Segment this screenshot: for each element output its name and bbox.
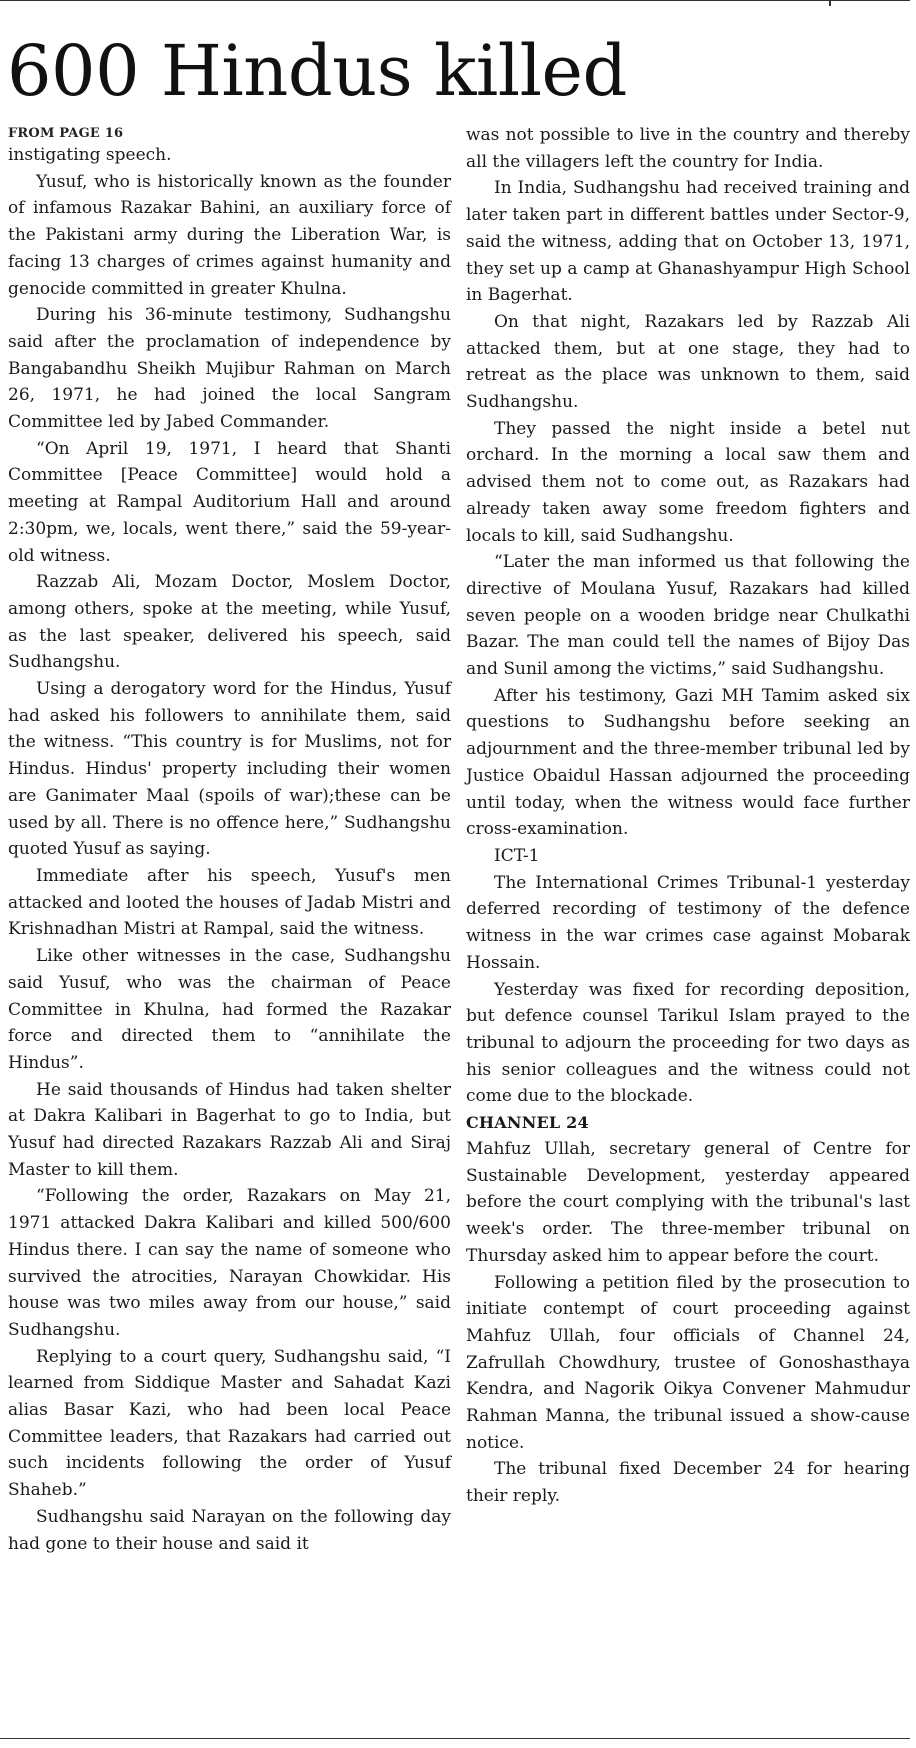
paragraph: was not possible to live in the country and thereby all the villagers left the country for India. bbox=[466, 125, 910, 172]
paragraph: During his 36-minute testimony, Sudhangshu said after the proclamation of independence by Bangabandhu Sheikh Mujibur Rahman on March 26, 1971, he had joined the local Sangram Committee led by Jabed Commander. bbox=[8, 305, 451, 433]
paragraph: He said thousands of Hindus had taken shelter at Dakra Kalibari in Bagerhat to go to India, but Yusuf had directed Razakars Razzab Ali and Siraj Master to kill them. bbox=[8, 1079, 451, 1180]
top-rule-tick bbox=[823, 0, 831, 6]
paragraph: Yusuf, who is historically known as the founder of infamous Razakar Bahini, an auxiliary force of the Pakistani army during the Liberation War, is facing 13 charges of crimes against humanity and genocide committed in greater Khulna. bbox=[8, 171, 451, 299]
paragraph: “On April 19, 1971, I heard that Shanti Committee [Peace Committee] would hold a meeting at Rampal Auditorium Hall and around 2:30pm, we, locals, went there,” said the 59-year-old witness. bbox=[8, 438, 451, 566]
paragraph: After his testimony, Gazi MH Tamim asked six questions to Sudhangshu before seeking an adjournment and the three-member tribunal led by Justice Obaidul Hassan adjourned the proceeding until today, when the witness would face further cross-examination. bbox=[466, 685, 910, 840]
paragraph: On that night, Razakars led by Razzab Ali attacked them, but at one stage, they had to retreat as the place was unknown to them, said Sudhangshu. bbox=[466, 311, 910, 413]
paragraph: The tribunal fixed December 24 for hearing their reply. bbox=[466, 1459, 910, 1507]
paragraph: Mahfuz Ullah, secretary general of Centre for Sustainable Development, yesterday appeared before the court complying with the tribunal's last week's order. The three-member tribunal on Thursday asked him to appear before the court. bbox=[466, 1139, 910, 1266]
left-column bbox=[8, 124, 451, 1557]
paragraph: Razzab Ali, Mozam Doctor, Moslem Doctor, among others, spoke at the meeting, while Yusuf, as the last speaker, delivered his speech, said Sudhangshu. bbox=[8, 572, 451, 673]
section-heading-channel: CHANNEL 24 bbox=[466, 1113, 589, 1133]
paragraph: They passed the night inside a betel nut orchard. In the morning a local saw them and advised them not to come out, as Razakars had already taken away some freedom fighters and locals to kill, said Sudhangshu. bbox=[466, 418, 910, 546]
right-column bbox=[466, 122, 910, 1510]
section-label-ict: ICT-1 bbox=[494, 845, 540, 866]
jump-line: FROM PAGE 16 bbox=[8, 126, 124, 141]
paragraph: Sudhangshu said Narayan on the following day had gone to their house and said it bbox=[8, 1506, 451, 1554]
paragraph: “Following the order, Razakars on May 21, 1971 attacked Dakra Kalibari and killed 500/600 Hindus there. I can say the name of someone who survived the atrocities, Narayan Chowkidar. His house was two miles away from our house,” said Sudhangshu. bbox=[8, 1186, 451, 1340]
paragraph: Yesterday was fixed for recording deposition, but defence counsel Tarikul Islam prayed to the tribunal to adjourn the proceeding for two days as his senior colleagues and the witness could not come due to the blockade. bbox=[466, 979, 910, 1107]
top-rule bbox=[0, 0, 910, 1]
headline: 600 Hindus killed bbox=[7, 30, 627, 112]
paragraph: Like other witnesses in the case, Sudhangshu said Yusuf, who was the chairman of Peace Committee in Khulna, had formed the Razakar force and directed them to “annihilate the Hindus”. bbox=[8, 946, 451, 1073]
bottom-rule bbox=[0, 1738, 910, 1739]
paragraph: Replying to a court query, Sudhangshu said, “I learned from Siddique Master and Sahadat Kazi alias Basar Kazi, who had been local Peace Committee leaders, that Razakars had carried out such incidents following the order of Yusuf Shaheb.” bbox=[8, 1346, 451, 1501]
paragraph: Immediate after his speech, Yusuf's men attacked and looted the houses of Jadab Mistri and Krishnadhan Mistri at Rampal, said the witness. bbox=[8, 865, 451, 940]
paragraph: In India, Sudhangshu had received training and later taken part in different battles under Sector-9, said the witness, adding that on October 13, 1971, they set up a camp at Ghanashyampur High School in Bagerhat. bbox=[466, 178, 910, 306]
paragraph: The International Crimes Tribunal-1 yesterday deferred recording of testimony of the defence witness in the war crimes case against Mobarak Hossain. bbox=[466, 872, 910, 973]
paragraph: Following a petition filed by the prosecution to initiate contempt of court proceeding against Mahfuz Ullah, four officials of Channel 24, Zafrullah Chowdhury, trustee of Gonoshasthaya Kendra, and Nagorik Oikya Convener Mahmudur Rahman Manna, the tribunal issued a show-cause notice. bbox=[466, 1272, 910, 1453]
paragraph: instigating speech. bbox=[8, 145, 172, 165]
paragraph: “Later the man informed us that following the directive of Moulana Yusuf, Razakars had killed seven people on a wooden bridge near Chulkathi Bazar. The man could tell the names of Bijoy Das and Sunil among the victims,” said Sudhangshu. bbox=[466, 552, 910, 680]
paragraph: Using a derogatory word for the Hindus, Yusuf had asked his followers to annihilate them, said the witness. “This country is for Muslims, not for Hindus. Hindus' property including their women are Ganimater Maal (spoils of war);these can be used by all. There is no offence here,” Sudhangshu quoted Yusuf as saying. bbox=[8, 679, 451, 860]
